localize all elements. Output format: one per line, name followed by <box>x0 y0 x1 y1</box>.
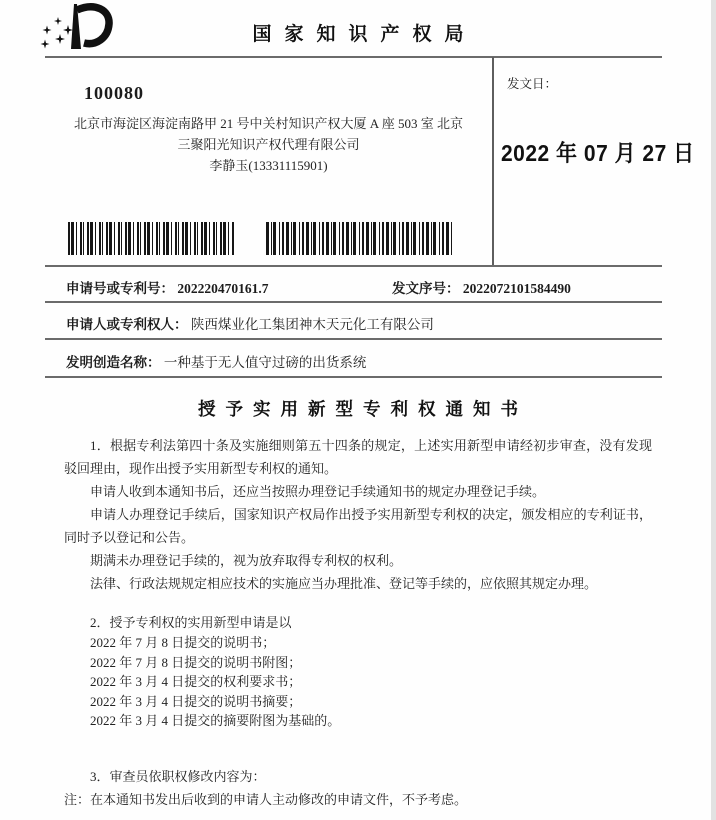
applicant-label: 申请人或专利权人： <box>66 317 188 332</box>
paragraph-2: 申请人收到本通知书后，还应当按照办理登记手续通知书的规定办理登记手续。 <box>90 484 546 499</box>
dispatch-date-label: 发文日： <box>507 77 558 91</box>
paragraph-4: 期满未办理登记手续的，视为放弃取得专利权的权利。 <box>90 553 403 568</box>
application-number-value: 202220470161.7 <box>177 281 269 296</box>
header-rule <box>45 56 662 58</box>
application-number-field <box>66 277 269 297</box>
serial-number-field <box>392 277 571 297</box>
rule-below-invention-row <box>45 376 662 378</box>
examiner-note: 注：在本通知书发出后收到的申请人主动修改的申请文件，不予考虑。 <box>64 791 468 807</box>
invention-title-label: 发明创造名称： <box>66 355 161 370</box>
paragraph-5: 法律、行政法规规定相应技术的实施应当办理批准、登记等手续的，应依照其规定办理。 <box>90 576 598 591</box>
barcode-left-icon <box>68 222 235 255</box>
section3-heading: 3．审查员依职权修改内容为： <box>90 768 266 784</box>
applicant-value: 陕西煤业化工集团神木天元化工有限公司 <box>190 317 434 332</box>
serial-number-value: 2022072101584490 <box>462 281 571 296</box>
basis-document-5: 2022 年 3 月 4 日提交的摘要附图为基础的。 <box>90 713 341 728</box>
paragraph-3: 申请人办理登记手续后，国家知识产权局作出授予实用新型专利权的决定，颁发相应的专利证书，同时予以登记和公告。 <box>64 507 652 545</box>
recipient-address-line: 北京市海淀区海淀南路甲 21 号中关村知识产权大厦 A 座 503 室 北京 <box>74 116 463 131</box>
rule-above-application-row <box>45 265 662 267</box>
basis-document-1: 2022 年 7 月 8 日提交的说明书； <box>90 635 276 650</box>
section2-intro: 2．授予专利权的实用新型申请是以 <box>90 615 292 630</box>
basis-document-3: 2022 年 3 月 4 日提交的权利要求书； <box>90 674 302 689</box>
paragraph-1: 1．根据专利法第四十条及实施细则第五十四条的规定，上述实用新型申请经初步审查，没有发现驳回理由，现作出授予实用新型专利权的通知。 <box>64 438 652 476</box>
org-title: 国家知识产权局 <box>252 24 477 45</box>
barcode-right-icon <box>266 222 452 255</box>
recipient-agency: 三聚阳光知识产权代理有限公司 <box>177 137 360 152</box>
postal-code: 100080 <box>84 83 144 103</box>
recipient-contact: 李静玉(13331115901) <box>209 158 328 173</box>
applicant-field <box>66 313 434 333</box>
page-edge-shadow <box>711 0 716 820</box>
serial-number-label: 发文序号： <box>392 281 460 296</box>
application-number-label: 申请号或专利号： <box>66 281 174 296</box>
notice-title: 授予实用新型专利权通知书 <box>198 399 528 419</box>
address-date-divider <box>492 57 494 266</box>
recipient-address-block <box>45 113 492 176</box>
dispatch-date-value: 2022 年 07 月 27 日 <box>501 141 695 167</box>
rule-above-invention-row <box>45 338 662 340</box>
basis-document-2: 2022 年 7 月 8 日提交的说明书附图； <box>90 654 302 670</box>
invention-title-field <box>66 351 366 371</box>
invention-title-value: 一种基于无人值守过磅的出货系统 <box>163 355 367 370</box>
basis-document-4: 2022 年 3 月 4 日提交的说明书摘要； <box>90 693 302 709</box>
notice-body <box>64 434 652 811</box>
rule-above-applicant-row <box>45 301 662 303</box>
